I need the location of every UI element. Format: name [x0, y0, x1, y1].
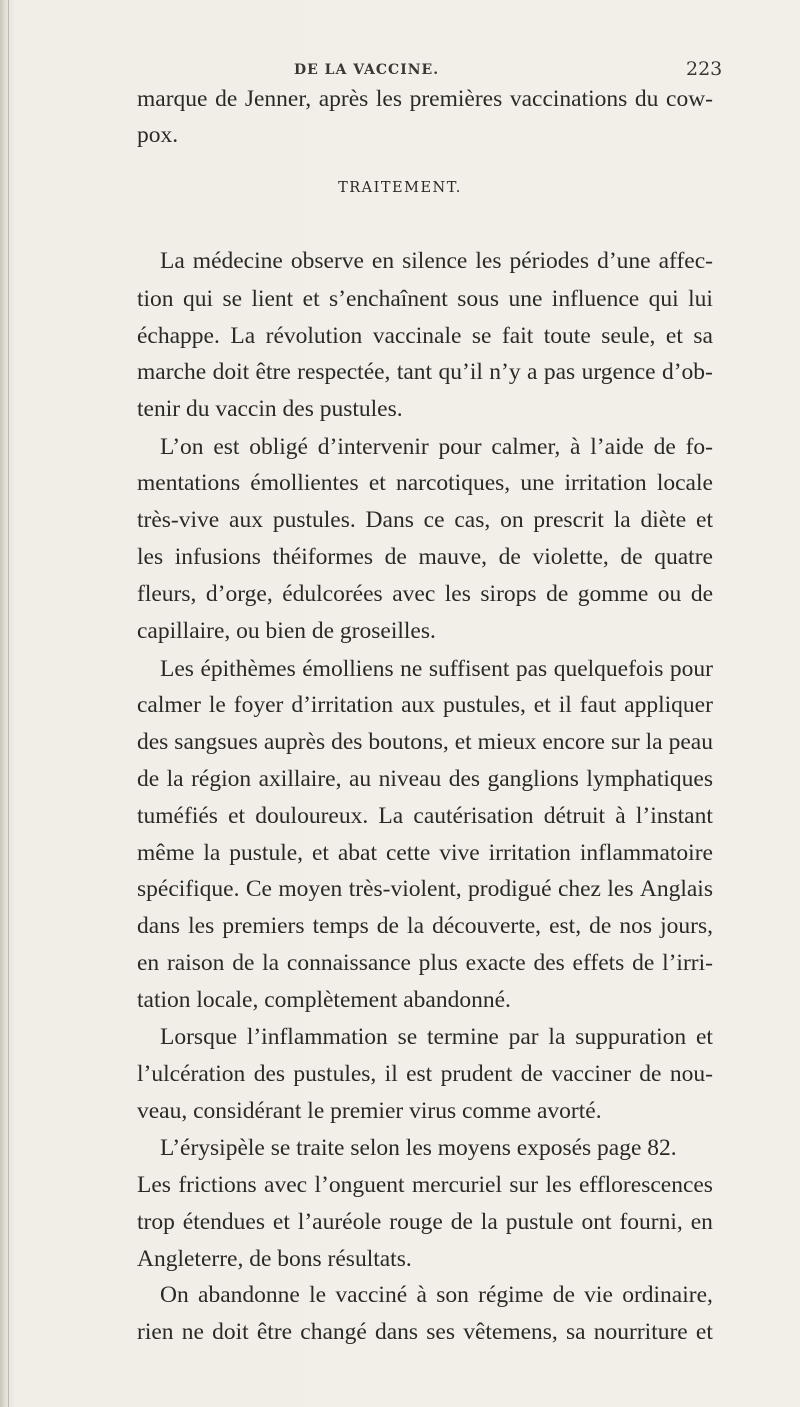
text-line: les infusions théiformes de mauve, de violette, de quatre — [137, 544, 713, 570]
text-line: On abandonne le vacciné à son régime de vie ordinaire, — [160, 1282, 713, 1308]
text-line: de la région axillaire, au niveau des ganglions lymphatiques — [137, 766, 713, 792]
text-line: pox. — [137, 122, 179, 148]
text-line: même la pustule, et abat cette vive irritation inflammatoire — [137, 840, 713, 866]
text-line: spécifique. Ce moyen très-violent, prodigué chez les Anglais — [137, 876, 713, 902]
text-line: fleurs, d’orge, édulcorées avec les sirops de gomme ou de — [137, 581, 713, 607]
text-line: capillaire, ou bien de groseilles. — [137, 618, 436, 644]
text-line: trop étendues et l’auréole rouge de la pustule ont fourni, en — [137, 1209, 713, 1235]
text-line: Angleterre, de bons résultats. — [137, 1246, 412, 1272]
text-line: en raison de la connaissance plus exacte des effets de l’irri- — [137, 950, 713, 976]
text-line: L’on est obligé d’intervenir pour calmer, à l’aide de fo- — [160, 434, 713, 460]
page-header — [0, 58, 800, 84]
text-line: La médecine observe en silence les périodes d’une affec- — [160, 248, 713, 274]
text-line: Les frictions avec l’onguent mercuriel sur les efflorescences — [137, 1172, 713, 1198]
text-line: dans les premiers temps de la découverte, est, de nos jours, — [137, 913, 713, 939]
text-line: des sangsues auprès des boutons, et mieux encore sur la peau — [137, 729, 713, 755]
text-line: Lorsque l’inflammation se termine par la suppuration et — [160, 1024, 713, 1050]
text-line: calmer le foyer d’irritation aux pustules, et il faut appliquer — [137, 692, 713, 718]
section-heading: TRAITEMENT. — [338, 180, 462, 196]
running-head: DE LA VACCINE. — [294, 62, 440, 78]
page-number: 223 — [686, 58, 723, 80]
page-edge — [8, 0, 9, 1407]
text-line: mentations émollientes et narcotiques, une irritation locale — [137, 470, 713, 496]
text-line: veau, considérant le premier virus comme avorté. — [137, 1098, 602, 1124]
text-line: tuméfiés et douloureux. La cautérisation détruit à l’instant — [137, 803, 713, 829]
text-line: L’érysipèle se traite selon les moyens exposés page 82. — [160, 1135, 677, 1161]
text-line: marche doit être respectée, tant qu’il n’y a pas urgence d’ob- — [137, 359, 713, 385]
text-line: tion qui se lient et s’enchaînent sous une influence qui lui — [137, 286, 713, 312]
text-line: l’ulcération des pustules, il est prudent de vacciner de nou- — [137, 1061, 713, 1087]
text-line: rien ne doit être changé dans ses vêtemens, sa nourriture et — [137, 1319, 713, 1345]
text-line: échappe. La révolution vaccinale se fait toute seule, et sa — [137, 323, 713, 349]
text-line: marque de Jenner, après les premières vaccinations du cow- — [137, 86, 713, 112]
text-line: très-vive aux pustules. Dans ce cas, on prescrit la diète et — [137, 507, 713, 533]
text-line: tenir du vaccin des pustules. — [137, 396, 403, 422]
text-line: tation locale, complètement abandonné. — [137, 987, 511, 1013]
text-line: Les épithèmes émolliens ne suffisent pas quelquefois pour — [160, 656, 713, 682]
